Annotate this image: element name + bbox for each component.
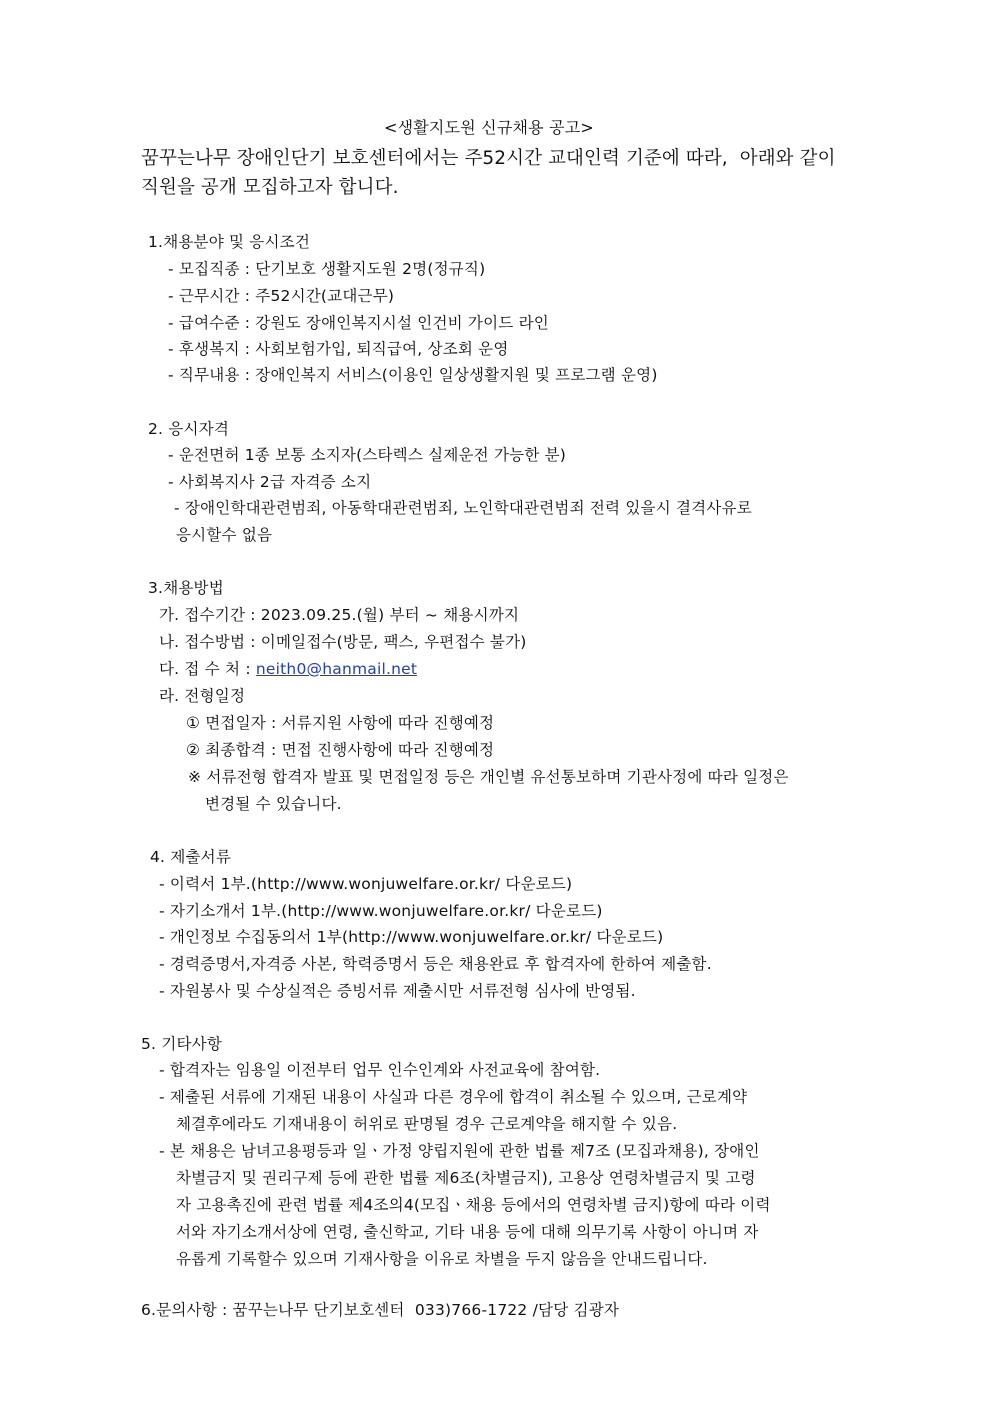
contact-label: 다. 접 수 처 : (159, 660, 256, 678)
section5-item-continuation: 서와 자기소개서상에 연령, 출신학교, 기타 내용 등에 대해 의무기록 사항이 아니며 자 (176, 1223, 759, 1241)
inquiry-contact: 6.문의사항 : 꿈꾸는나무 단기보호센터 033)766-1722 /담당 김광자 (141, 1301, 620, 1319)
section1-item: - 급여수준 : 강원도 장애인복지시설 인건비 가이드 라인 (168, 314, 549, 332)
section2-item: - 사회복지사 2급 자격증 소지 (168, 473, 372, 491)
intro-line-1: 꿈꾸는나무 장애인단기 보호센터에서는 주52시간 교대인력 기준에 따라, 아래와 같이 (141, 148, 836, 169)
section2-item: - 운전면허 1종 보통 소지자(스타렉스 실제운전 가능한 분) (168, 446, 567, 464)
schedule-step: ② 최종합격 : 면접 진행사항에 따라 진행예정 (186, 741, 495, 759)
section5-item: - 본 채용은 남녀고용평등과 일ㆍ가정 양립지원에 관한 법률 제7조 (모집과채용), 장애인 (159, 1142, 760, 1160)
section4-item: - 경력증명서,자격증 사본, 학력증명서 등은 채용완료 후 합격자에 한하여 제출함. (159, 955, 712, 973)
section1-item: - 후생복지 : 사회보험가입, 퇴직급여, 상조회 운영 (168, 340, 509, 358)
section5-item: - 합격자는 임용일 이전부터 업무 인수인계와 사전교육에 참여함. (159, 1061, 601, 1079)
section5-heading: 5. 기타사항 (141, 1035, 223, 1053)
email-link[interactable]: neith0@hanmail.net (255, 660, 418, 678)
intro-line-2: 직원을 공개 모집하고자 합니다. (141, 177, 399, 198)
section4-item: - 자기소개서 1부.(http://www.wonjuwelfare.or.kr/ 다운로드) (159, 902, 603, 920)
section2-heading: 2. 응시자격 (148, 420, 230, 438)
section5-item-continuation: 체결후에라도 기재내용이 허위로 판명될 경우 근로계약을 해지할 수 있음. (176, 1115, 678, 1133)
schedule-step: ① 면접일자 : 서류지원 사항에 따라 진행예정 (186, 714, 495, 732)
application-period: 가. 접수기간 : 2023.09.25.(월) 부터 ~ 채용시까지 (159, 606, 520, 624)
section1-heading: 1.채용분야 및 응시조건 (148, 233, 311, 251)
section4-item: - 개인정보 수집동의서 1부(http://www.wonjuwelfare.or.kr/ 다운로드) (159, 928, 664, 946)
section3-heading: 3.채용방법 (148, 579, 224, 597)
section1-item: - 근무시간 : 주52시간(교대근무) (168, 287, 395, 305)
section5-item-continuation: 유롭게 기록할수 있으며 기재사항을 이유로 차별을 두지 않음을 안내드립니다. (176, 1250, 708, 1268)
section2-item-continuation: 응시할수 없음 (176, 526, 273, 544)
section1-item: - 직무내용 : 장애인복지 서비스(이용인 일상생활지원 및 프로그램 운영) (168, 366, 658, 384)
document-title: <생활지도원 신규채용 공고> (384, 118, 595, 137)
schedule-note-continuation: 변경될 수 있습니다. (205, 795, 342, 813)
section1-item: - 모집직종 : 단기보호 생활지도원 2명(정규직) (168, 260, 486, 278)
section4-heading: 4. 제출서류 (150, 848, 232, 866)
schedule-note: ※ 서류전형 합격자 발표 및 면접일정 등은 개인별 유선통보하며 기관사정에 따라 일정은 (188, 768, 789, 786)
application-contact (159, 659, 417, 679)
schedule-heading: 라. 전형일정 (159, 687, 246, 705)
section5-item: - 제출된 서류에 기재된 내용이 사실과 다른 경우에 합격이 취소될 수 있으며, 근로계약 (159, 1088, 748, 1106)
section5-item-continuation: 자 고용촉진에 관련 법률 제4조의4(모집ㆍ채용 등에서의 연령차별 금지)항에 따라 이력 (176, 1196, 771, 1214)
section4-item: - 자원봉사 및 수상실적은 증빙서류 제출시만 서류전형 심사에 반영됨. (159, 982, 636, 1000)
section4-item: - 이력서 1부.(http://www.wonjuwelfare.or.kr/ 다운로드) (159, 875, 573, 893)
section2-item: - 장애인학대관련범죄, 아동학대관련범죄, 노인학대관련범죄 전력 있을시 결격사유로 (174, 499, 752, 517)
application-method: 나. 접수방법 : 이메일접수(방문, 팩스, 우편접수 불가) (159, 633, 527, 651)
section5-item-continuation: 차별금지 및 권리구제 등에 관한 법률 제6조(차별금지), 고용상 연령차별금지 및 고령 (176, 1169, 756, 1187)
